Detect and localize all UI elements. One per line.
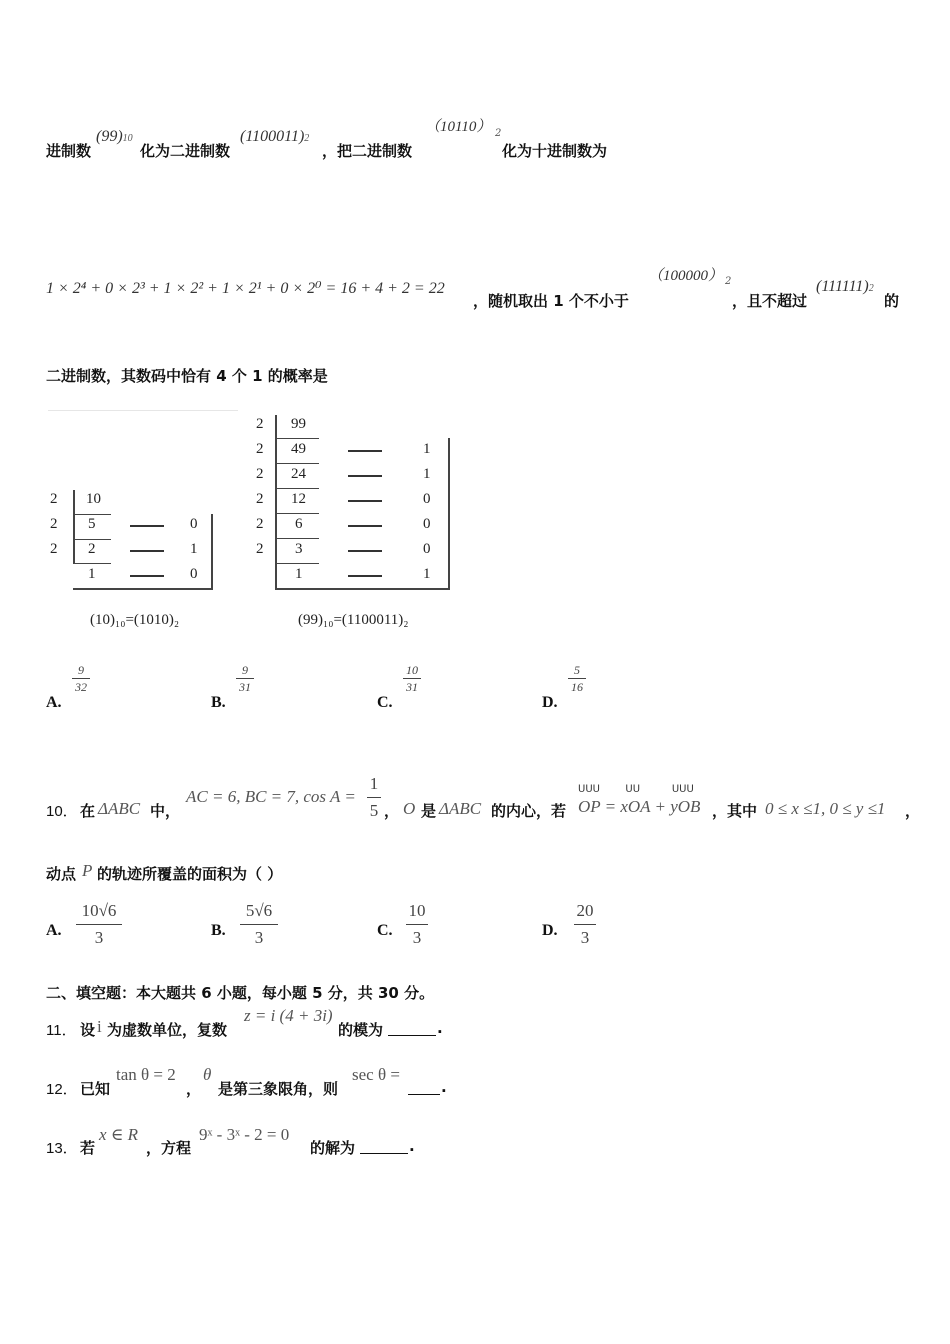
remainder: 0 <box>423 491 431 507</box>
divisor: 2 <box>256 491 264 507</box>
dash <box>130 525 164 527</box>
q10-cos-fraction: 1 5 <box>367 773 381 822</box>
table-bottom <box>73 588 213 590</box>
q9-text: 化为十进制数为 <box>502 142 608 160</box>
table-bottom <box>275 588 450 590</box>
quotient: 99 <box>291 416 306 432</box>
remainder: 1 <box>190 541 198 557</box>
divisor: 2 <box>256 541 264 557</box>
divisor: 2 <box>50 541 58 557</box>
quotient: 2 <box>88 541 96 557</box>
option-a-label: A. <box>46 922 62 939</box>
q10-text: ，其中 <box>712 802 758 820</box>
question-number: 11． <box>46 1022 77 1039</box>
dash <box>348 550 382 552</box>
q11-i: i <box>97 1017 102 1036</box>
table-rule <box>275 463 319 464</box>
q9-formula: 1 × 2⁴ + 0 × 2³ + 1 × 2² + 1 × 2¹ + 0 × 2⁰ = 16 + 4 + 2 = 22 <box>46 280 445 297</box>
table-rule <box>275 538 319 539</box>
table-rule <box>275 563 319 564</box>
dash <box>348 575 382 577</box>
q9-math-111111: (111111)2 <box>816 278 874 295</box>
answer-blank <box>360 1137 408 1154</box>
q10-text: 在 <box>80 802 96 820</box>
table-right-vertical <box>448 438 450 590</box>
q9-math-binary-10110: （10110） <box>425 119 492 135</box>
q9-math-binary: (1100011)2 <box>240 128 310 145</box>
q11-text: 为虚数单位，复数 <box>107 1021 228 1039</box>
q12-formula: tan θ = 2 <box>116 1065 176 1084</box>
figure-artifact <box>48 410 238 411</box>
option-c-label: C. <box>377 694 393 711</box>
option-a-label: A. <box>46 694 62 711</box>
q12-end: . <box>441 1078 447 1096</box>
dash <box>348 525 382 527</box>
divisor: 2 <box>50 516 58 532</box>
quotient: 1 <box>88 566 96 582</box>
q12-formula2: sec θ = <box>352 1065 400 1084</box>
q9-text: ，随机取出 1 个不小于 <box>473 292 629 310</box>
quotient: 12 <box>291 491 306 507</box>
q11-formula: z = i (4 + 3i) <box>244 1006 333 1025</box>
q13-text: ，方程 <box>146 1139 192 1157</box>
option-b-label: B. <box>211 922 226 939</box>
q11-text: 设 <box>80 1021 96 1039</box>
quotient: 24 <box>291 466 306 482</box>
q9-math-100000: （100000） <box>648 268 724 284</box>
remainder: 0 <box>423 541 431 557</box>
q10-text: 中， <box>150 802 181 820</box>
question-number: 10． <box>46 803 78 820</box>
dash <box>130 550 164 552</box>
remainder: 1 <box>423 466 431 482</box>
quotient: 3 <box>295 541 303 557</box>
dash <box>348 500 382 502</box>
quotient: 49 <box>291 441 306 457</box>
q12-theta: θ <box>203 1065 212 1084</box>
option-b-fraction: 9 31 <box>236 663 254 694</box>
q10-text: ， <box>905 802 921 820</box>
q9-text: 化为二进制数 <box>140 142 231 160</box>
divisor: 2 <box>256 416 264 432</box>
q9-math-decimal-99: (99)10 <box>96 128 133 145</box>
option-c-fraction: 10 31 <box>403 663 421 694</box>
table-rule <box>275 488 319 489</box>
table-right-vertical <box>211 514 213 590</box>
q10-conditions: AC = 6, BC = 7, cos A = <box>186 787 356 806</box>
table-rule <box>73 539 111 540</box>
option-a-fraction: 9 32 <box>72 663 90 694</box>
table-rule <box>73 514 111 515</box>
q11-end: . <box>437 1019 443 1037</box>
section-title: 二、填空题：本大题共 6 小题，每小题 5 分，共 30 分。 <box>46 984 435 1002</box>
divisor: 2 <box>50 491 58 507</box>
q9-text: ，把二进制数 <box>322 142 413 160</box>
q10-p: P <box>82 861 93 880</box>
option-b-fraction: 5√6 3 <box>240 900 278 949</box>
option-b-label: B. <box>211 694 226 711</box>
quotient: 6 <box>295 516 303 532</box>
q9-text: 的 <box>884 292 900 310</box>
q13-text: 的解为 <box>310 1139 356 1157</box>
q12-text: 是第三象限角，则 <box>218 1080 339 1098</box>
option-d-fraction: 5 16 <box>568 663 586 694</box>
question-number: 12． <box>46 1081 78 1098</box>
vector-arrow-marks: ꓴꓴꓴ ꓴꓴ ꓴꓴꓴ <box>578 784 694 795</box>
q13-end: . <box>409 1137 415 1155</box>
q11-text: 的模为 <box>338 1021 384 1039</box>
q9-line3: 二进制数，其数码中恰有 4 个 1 的概率是 <box>46 367 328 385</box>
option-d-fraction: 20 3 <box>574 900 596 949</box>
q10-text: 的内心，若 <box>491 802 567 820</box>
q10-text: ， <box>384 802 400 820</box>
question-number: 13． <box>46 1140 78 1157</box>
answer-blank <box>388 1019 436 1036</box>
dash <box>348 450 382 452</box>
table-left-vertical <box>73 490 75 563</box>
q10-triangle: ΔABC <box>439 799 482 818</box>
quotient: 1 <box>295 566 303 582</box>
option-a-fraction: 10√6 3 <box>76 900 122 949</box>
remainder: 1 <box>423 566 431 582</box>
q9-text: 进制数 <box>46 142 92 160</box>
remainder: 0 <box>190 516 198 532</box>
answer-blank <box>408 1078 440 1095</box>
divisor: 2 <box>256 466 264 482</box>
table-rule <box>73 563 111 564</box>
dash <box>130 575 164 577</box>
divisor: 2 <box>256 516 264 532</box>
q12-text: ， <box>186 1080 202 1098</box>
q10-triangle: ΔABC <box>98 799 141 818</box>
q12-text: 已知 <box>80 1080 111 1098</box>
remainder: 1 <box>423 441 431 457</box>
figure-caption-right: (99)₁₀=(1100011)₂ <box>298 612 409 628</box>
q13-formula: x ∈ R <box>99 1125 139 1144</box>
remainder: 0 <box>423 516 431 532</box>
table-rule <box>275 513 319 514</box>
dash <box>348 475 382 477</box>
q10-text: 的轨迹所覆盖的面积为（ ） <box>97 865 283 883</box>
q10-o: O <box>403 799 416 818</box>
quotient: 10 <box>86 491 101 507</box>
q10-vector-equation: OP = xOA + yOB <box>578 797 701 816</box>
q10-text: 是 <box>421 802 437 820</box>
divisor: 2 <box>256 441 264 457</box>
table-rule <box>275 438 319 439</box>
option-d-label: D. <box>542 694 558 711</box>
q9-math-sub: 2 <box>495 128 502 139</box>
option-d-label: D. <box>542 922 558 939</box>
q10-range: 0 ≤ x ≤1, 0 ≤ y ≤1 <box>765 799 886 818</box>
option-c-fraction: 10 3 <box>406 900 428 949</box>
q10-text: 动点 <box>46 865 77 883</box>
q9-math-sub: 2 <box>725 276 732 287</box>
q13-equation: 9ˣ - 3ˣ - 2 = 0 <box>199 1125 290 1144</box>
figure-caption-left: (10)₁₀=(1010)₂ <box>90 612 180 628</box>
q9-text: ，且不超过 <box>732 292 808 310</box>
quotient: 5 <box>88 516 96 532</box>
remainder: 0 <box>190 566 198 582</box>
option-c-label: C. <box>377 922 393 939</box>
q13-text: 若 <box>80 1139 96 1157</box>
